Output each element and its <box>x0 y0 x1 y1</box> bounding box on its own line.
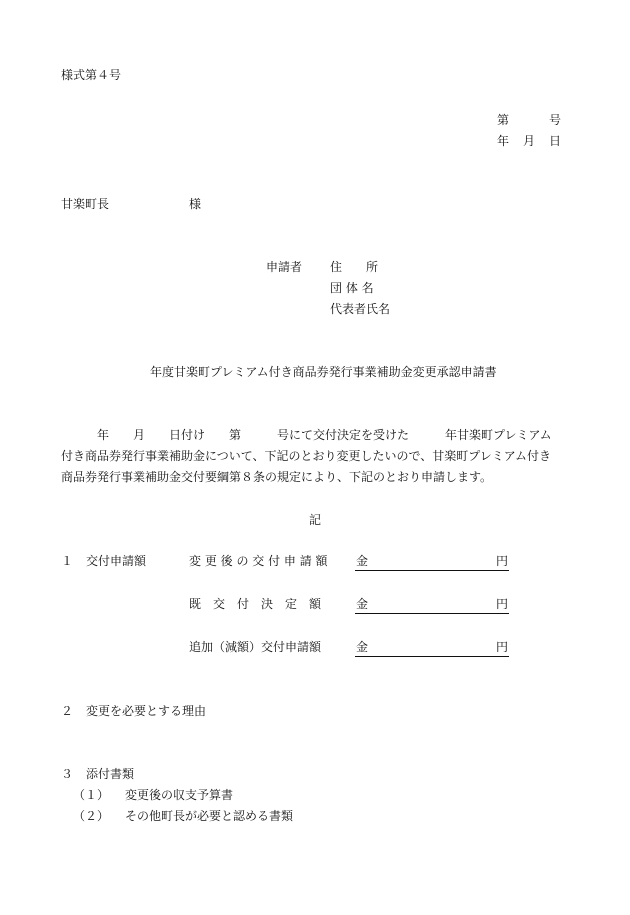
ki-heading: 記 <box>309 513 322 527</box>
attachment-1-marker: （１） <box>73 788 110 802</box>
date-month: 月 <box>523 134 536 148</box>
section2-label: 変更を必要とする理由 <box>86 704 207 718</box>
applicant-address-label: 住 所 <box>330 260 379 274</box>
body-line-1: 年 月 日付け 第 号にて交付決定を受けた 年甘楽町プレミアム <box>97 428 552 442</box>
section1-number: １ <box>61 554 74 568</box>
section3-number: ３ <box>61 767 74 781</box>
amount-row-1-label: 変 更 後 の 交 付 申 請 額 <box>189 554 328 568</box>
amount-row-3-underline <box>355 656 509 657</box>
doc-number-go: 号 <box>549 113 562 127</box>
doc-number-dai: 第 <box>497 113 510 127</box>
section1-label: 交付申請額 <box>86 554 147 568</box>
amount-row-3-suffix: 円 <box>496 640 509 654</box>
date-day: 日 <box>549 134 562 148</box>
addressee-name: 甘楽町長 <box>61 197 110 211</box>
amount-row-1-prefix: 金 <box>356 554 369 568</box>
form-number: 様式第４号 <box>61 68 122 82</box>
section3-label: 添付書類 <box>86 767 135 781</box>
amount-row-1-suffix: 円 <box>496 554 509 568</box>
document-title: 年度甘楽町プレミアム付き商品券発行事業補助金変更承認申請書 <box>150 365 497 379</box>
applicant-group-label: 団 体 名 <box>330 281 374 295</box>
amount-row-2-prefix: 金 <box>356 597 369 611</box>
body-line-2: 付き商品券発行事業補助金について、下記のとおり変更したいので、甘楽町プレミアム付き <box>61 449 551 463</box>
date-year: 年 <box>497 134 510 148</box>
amount-row-2-suffix: 円 <box>496 597 509 611</box>
attachment-1-text: 変更後の収支予算書 <box>125 788 234 802</box>
body-line-3: 商品券発行事業補助金交付要綱第８条の規定により、下記のとおり申請します。 <box>61 470 493 484</box>
addressee-honorific: 様 <box>189 197 202 211</box>
attachment-2-text: その他町長が必要と認める書類 <box>125 809 294 823</box>
amount-row-3-label: 追加（減額）交付申請額 <box>189 640 322 654</box>
applicant-rep-label: 代表者氏名 <box>330 302 391 316</box>
amount-row-2-label: 既 交 付 決 定 額 <box>189 597 322 611</box>
attachment-2-marker: （２） <box>73 809 110 823</box>
amount-row-3-prefix: 金 <box>356 640 369 654</box>
amount-row-1-underline <box>355 570 509 571</box>
amount-row-2-underline <box>355 613 509 614</box>
section2-number: ２ <box>61 704 74 718</box>
applicant-label: 申請者 <box>266 260 303 274</box>
